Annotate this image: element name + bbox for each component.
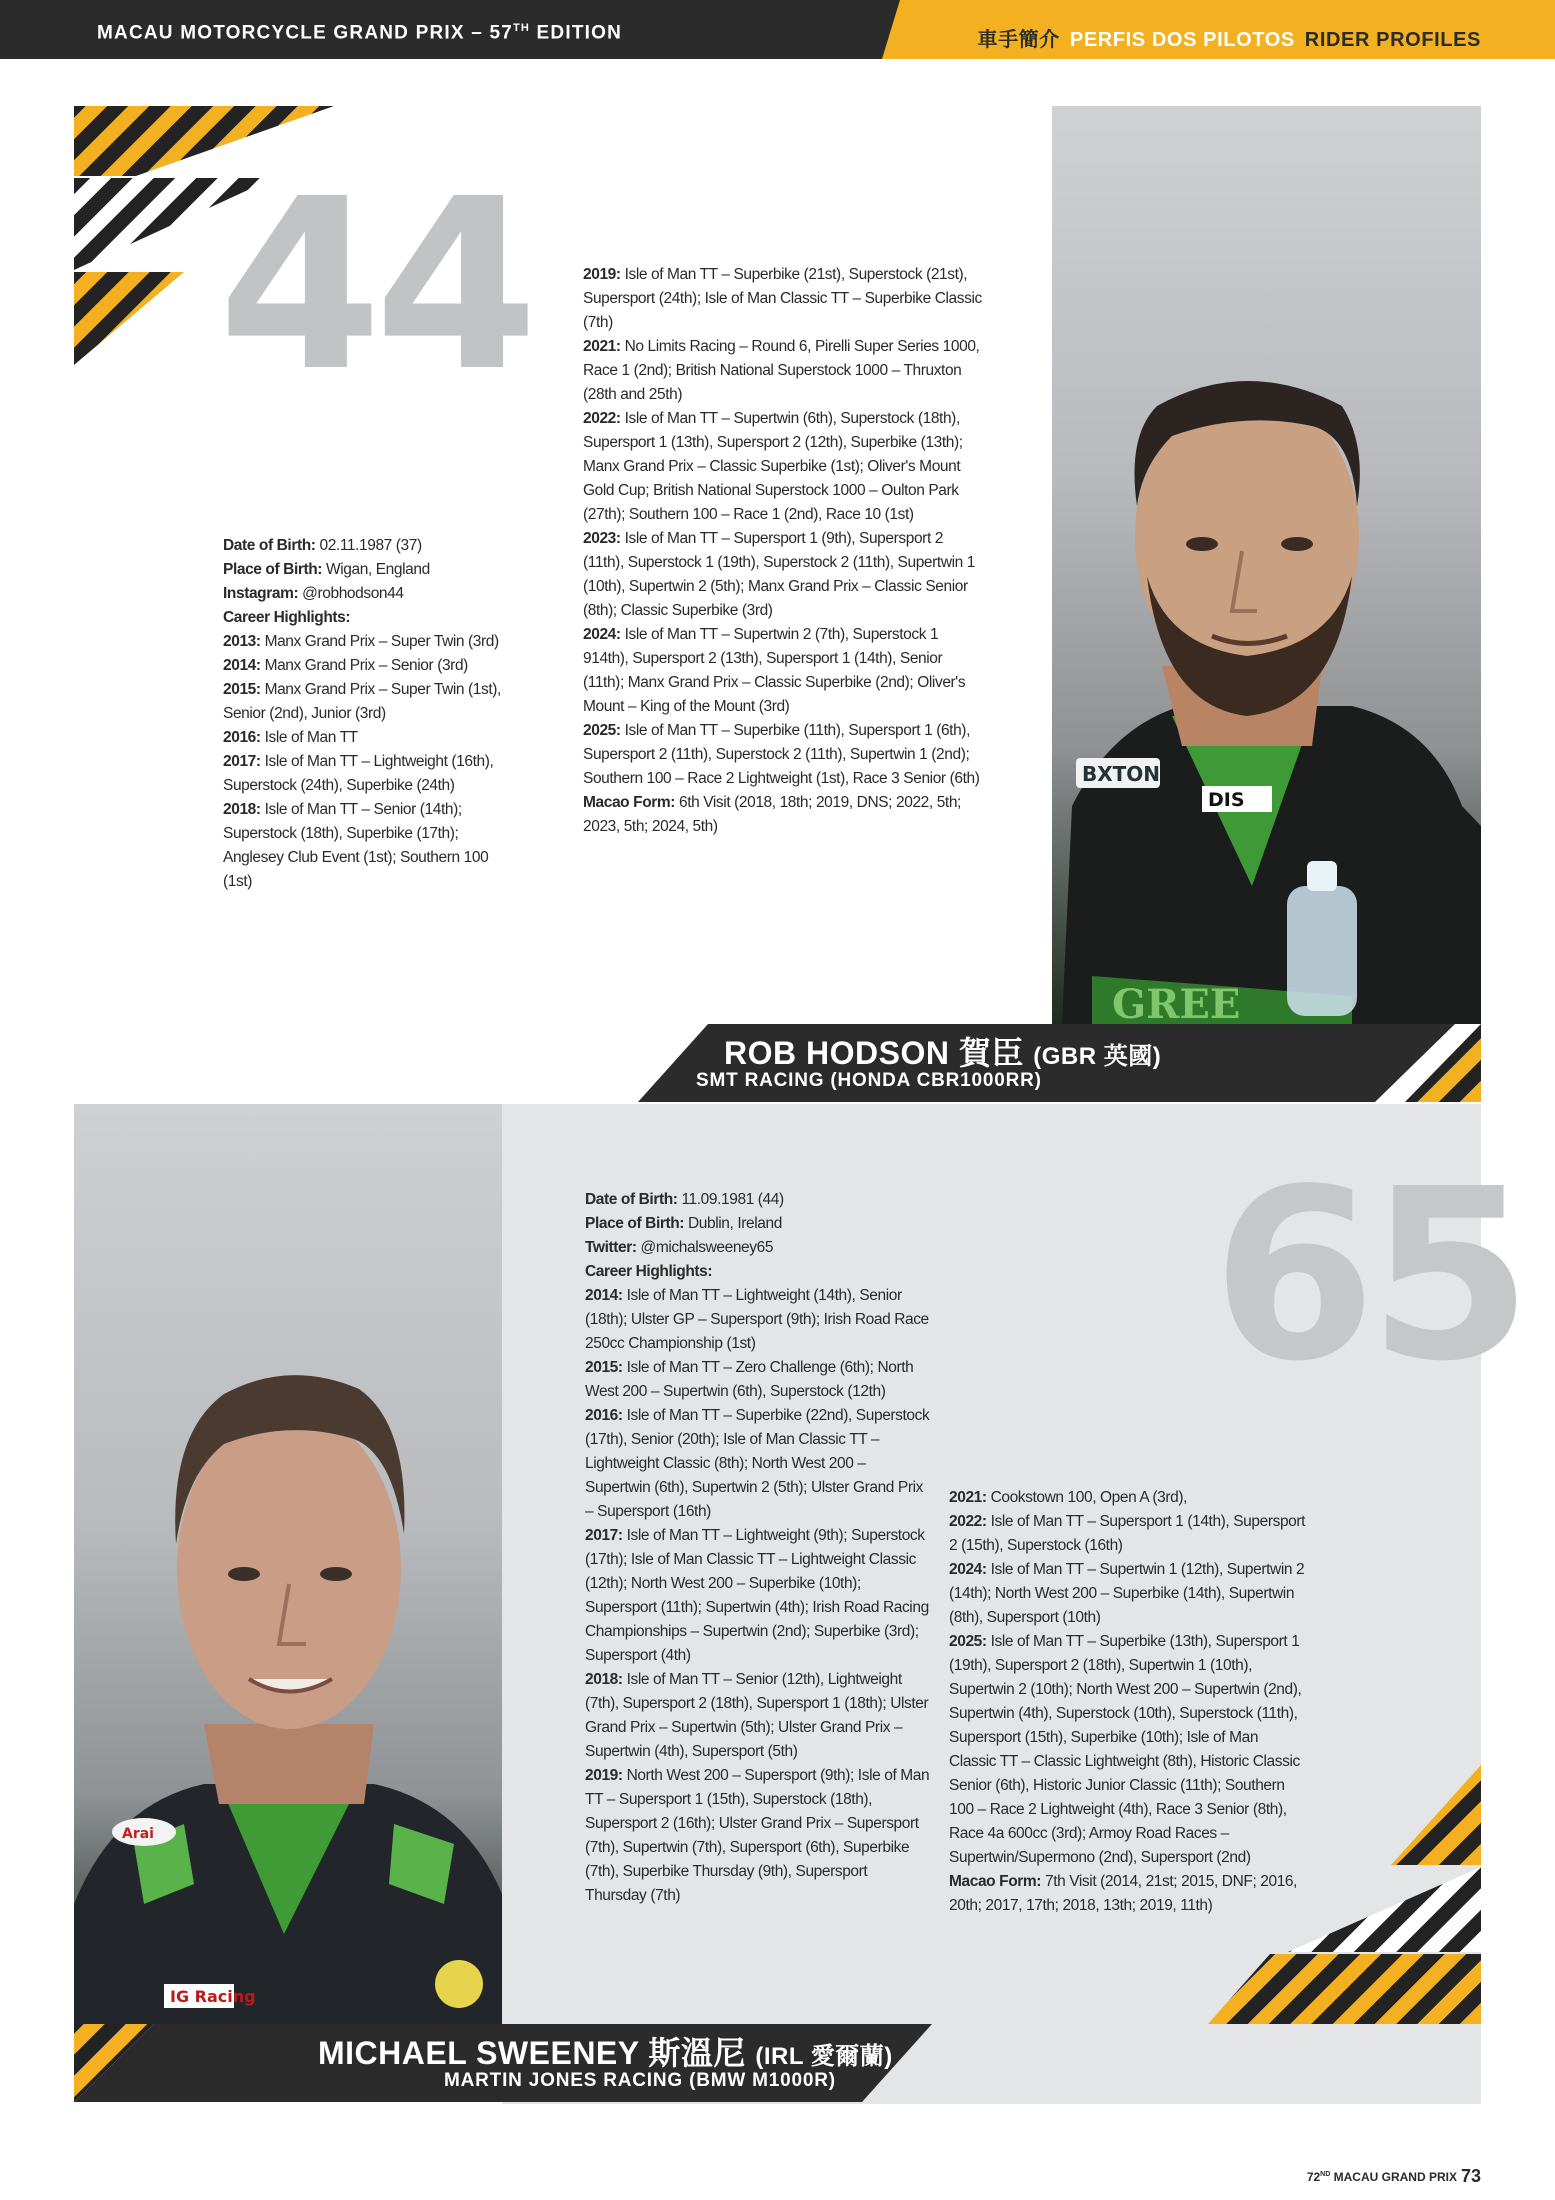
entry-label: 2014:	[223, 657, 261, 674]
entry-value: Isle of Man TT – Superbike (22nd), Superstock (17th), Senior (20th); Isle of Man Classic TT – Lightweight Classic (8th); North West 200 – Supertwin (6th), Supertwin 2 (5th); Ulster Grand Prix – Supersport (16th)	[585, 1407, 930, 1520]
rider-44-name: ROB HODSON 賀臣 (GBR 英國)	[724, 1035, 1162, 1071]
svg-text:BXTON: BXTON	[1082, 762, 1161, 786]
info-row	[585, 1260, 930, 1284]
publication-title: MACAU MOTORCYCLE GRAND PRIX – 57TH EDITION	[97, 22, 622, 44]
entry-label: Instagram:	[223, 585, 299, 602]
entry-label: 2015:	[223, 681, 261, 698]
info-row	[223, 558, 513, 582]
rider-65-profile-col1	[585, 1188, 930, 1908]
entry-value: Isle of Man TT – Senior (14th); Superstock (18th), Superbike (17th); Anglesey Club Event (1st); Southern 100 (1st)	[223, 801, 489, 890]
rider-44-profile-col2	[583, 263, 983, 839]
info-row	[223, 534, 513, 558]
entry-label: 2016:	[585, 1407, 623, 1424]
section-title-pt: PERFIS DOS PILOTOS	[1069, 29, 1295, 51]
entry-label: Career Highlights:	[585, 1263, 713, 1280]
entry-label: Place of Birth:	[223, 561, 323, 578]
entry-value: Isle of Man TT – Superbike (21st), Superstock (21st), Supersport (24th); Isle of Man Classic TT – Superbike Classic (7th)	[583, 266, 982, 331]
section-title-zh: 車手簡介	[977, 29, 1060, 51]
career-entry	[583, 335, 983, 407]
entry-label: 2016:	[223, 729, 261, 746]
entry-label: 2017:	[585, 1527, 623, 1544]
page-footer: 72ND MACAU GRAND PRIX 73	[1306, 2166, 1481, 2186]
career-entry	[585, 1284, 930, 1356]
career-entry	[223, 726, 513, 750]
entry-value: Wigan, England	[322, 561, 430, 578]
rider-65-profile-col2	[949, 1486, 1309, 1918]
entry-value: Isle of Man TT – Supertwin 1 (12th), Supertwin 2 (14th); North West 200 – Superbike (14th), Supertwin (8th), Supersport (10th)	[949, 1561, 1305, 1626]
info-row	[223, 606, 513, 630]
career-entry	[585, 1668, 930, 1764]
rider-65-number: 65	[1212, 1138, 1525, 1413]
rider-44-number: 44	[218, 148, 531, 423]
entry-value: Isle of Man TT – Superbike (11th), Supersport 1 (6th), Supersport 2 (11th), Superstock 2 (11th), Supertwin 1 (2nd); Southern 100 – Race 2 Lightweight (1st), Race 3 Senior (6th)	[583, 722, 980, 787]
rider-44-team: SMT RACING (HONDA CBR1000RR)	[696, 1070, 1042, 1091]
rider-44-profile-col1	[223, 534, 513, 894]
career-entry	[583, 407, 983, 527]
career-entry	[223, 630, 513, 654]
career-entry	[583, 791, 983, 839]
career-entry	[585, 1404, 930, 1524]
entry-value: @michalsweeney65	[636, 1239, 774, 1256]
career-entry	[949, 1558, 1309, 1630]
career-entry	[585, 1524, 930, 1668]
entry-value: Isle of Man TT – Lightweight (14th), Senior (18th); Ulster GP – Supersport (9th); Irish Road Race 250cc Championship (1st)	[585, 1287, 929, 1352]
info-row	[585, 1188, 930, 1212]
career-entry	[583, 263, 983, 335]
entry-value: North West 200 – Supersport (9th); Isle of Man TT – Supersport 1 (15th), Superstock (18th), Supersport 2 (16th); Ulster Grand Prix – Supersport (7th), Supertwin (7th), Supersport (6th), Superbike (7th), Superbike Thursday (9th), Supersport Thursday (7th)	[585, 1767, 930, 1904]
info-row	[223, 582, 513, 606]
entry-label: 2024:	[949, 1561, 987, 1578]
rider-65-photo	[74, 1104, 502, 2024]
entry-value: 6th Visit (2018, 18th; 2019, DNS; 2022, 5th; 2023, 5th; 2024, 5th)	[583, 794, 961, 835]
entry-label: Date of Birth:	[585, 1191, 678, 1208]
entry-value: Isle of Man TT – Senior (12th), Lightweight (7th), Supersport 2 (18th), Supersport 1 (18th); Ulster Grand Prix – Supertwin (5th); Ulster Grand Prix – Supertwin (4th), Supersport (5th)	[585, 1671, 929, 1760]
entry-value: Cookstown 100, Open A (3rd),	[986, 1489, 1188, 1506]
entry-value: Isle of Man TT – Superbike (13th), Supersport 1 (19th), Supersport 2 (18th), Supertwin 1 (10th), Supertwin 2 (10th); North West 200 – Supertwin (2nd), Supertwin (4th), Superstock (10th), Superstock (11th), Supersport (15th), Superbike (10th); Isle of Man Classic TT – Classic Lightweight (8th), Historic Classic Senior (6th), Historic Junior Classic (11th); Southern 100 – Race 2 Lightweight (4th), Race 3 Senior (8th), Race 4a 600cc (3rd); Armoy Road Races – Supertwin/Supermono (2nd), Supersport (2nd)	[949, 1633, 1302, 1866]
section-title-en: RIDER PROFILES	[1304, 29, 1481, 51]
entry-value: 02.11.1987 (37)	[315, 537, 422, 554]
section-title	[977, 23, 1481, 52]
entry-label: 2025:	[583, 722, 621, 739]
entry-label: Date of Birth:	[223, 537, 316, 554]
entry-value: @robhodson44	[298, 585, 404, 602]
career-entry	[585, 1764, 930, 1908]
entry-value: Isle of Man TT – Lightweight (9th); Superstock (17th); Isle of Man Classic TT – Lightweight Classic (12th); North West 200 – Superbike (10th); Supersport (11th); Supertwin (4th); Irish Road Racing Championships – Supertwin (2nd); Superbike (3rd); Supersport (4th)	[585, 1527, 929, 1664]
entry-value: No Limits Racing – Round 6, Pirelli Super Series 1000, Race 1 (2nd); British National Superstock 1000 – Thruxton (28th and 25th)	[583, 338, 980, 403]
entry-value: Isle of Man TT – Supertwin (6th), Superstock (18th), Supersport 1 (13th), Supersport 2 (12th), Superbike (13th); Manx Grand Prix – Classic Superbike (1st); Oliver's Mount Gold Cup; British National Superstock 1000 – Oulton Park (27th); Southern 100 – Race 1 (2nd), Race 10 (1st)	[583, 410, 963, 523]
entry-value: Isle of Man TT – Zero Challenge (6th); North West 200 – Supertwin (6th), Superstock (12th)	[585, 1359, 914, 1400]
career-entry	[223, 654, 513, 678]
entry-label: Macao Form:	[949, 1873, 1042, 1890]
entry-label: 2013:	[223, 633, 261, 650]
entry-label: Twitter:	[585, 1239, 637, 1256]
entry-label: 2015:	[585, 1359, 623, 1376]
career-entry	[949, 1486, 1309, 1510]
entry-label: 2018:	[223, 801, 261, 818]
career-entry	[223, 798, 513, 894]
entry-value: Dublin, Ireland	[684, 1215, 782, 1232]
info-row	[585, 1236, 930, 1260]
entry-value: Isle of Man TT – Supertwin 2 (7th), Superstock 1 914th), Supersport 2 (13th), Supersport 1 (14th), Senior (11th); Manx Grand Prix – Classic Superbike (2nd); Oliver's Mount – King of the Mount (3rd)	[583, 626, 966, 715]
entry-label: 2017:	[223, 753, 261, 770]
entry-value: Isle of Man TT – Lightweight (16th), Superstock (24th), Superbike (24th)	[223, 753, 494, 794]
page-number: 73	[1460, 2166, 1481, 2186]
career-entry	[583, 527, 983, 623]
info-row	[585, 1212, 930, 1236]
entry-label: 2024:	[583, 626, 621, 643]
entry-value: Manx Grand Prix – Senior (3rd)	[260, 657, 468, 674]
career-entry	[949, 1870, 1309, 1918]
career-entry	[583, 623, 983, 719]
entry-label: 2014:	[585, 1287, 623, 1304]
career-entry	[223, 678, 513, 726]
career-entry	[949, 1630, 1309, 1870]
rider-65-team: MARTIN JONES RACING (BMW M1000R)	[444, 2070, 836, 2091]
svg-text:GREE: GREE	[1112, 981, 1241, 1024]
entry-label: 2022:	[583, 410, 621, 427]
entry-label: Career Highlights:	[223, 609, 351, 626]
entry-label: 2018:	[585, 1671, 623, 1688]
entry-label: 2023:	[583, 530, 621, 547]
entry-value: Manx Grand Prix – Super Twin (3rd)	[260, 633, 499, 650]
entry-value: 7th Visit (2014, 21st; 2015, DNF; 2016, 20th; 2017, 17th; 2018, 13th; 2019, 11th)	[949, 1873, 1298, 1914]
entry-label: 2022:	[949, 1513, 987, 1530]
svg-text:IG Racing: IG Racing	[170, 1987, 256, 2006]
rider-65-name: MICHAEL SWEENEY 斯溫尼 (IRL 愛爾蘭)	[318, 2035, 893, 2071]
entry-value: Manx Grand Prix – Super Twin (1st), Senior (2nd), Junior (3rd)	[223, 681, 501, 722]
entry-label: 2025:	[949, 1633, 987, 1650]
entry-label: 2019:	[583, 266, 621, 283]
rider-44-photo	[1052, 106, 1481, 1024]
career-entry	[585, 1356, 930, 1404]
entry-label: 2021:	[949, 1489, 987, 1506]
career-entry	[949, 1510, 1309, 1558]
entry-value: 11.09.1981 (44)	[677, 1191, 784, 1208]
entry-value: Isle of Man TT – Supersport 1 (14th), Supersport 2 (15th), Superstock (16th)	[949, 1513, 1306, 1554]
svg-text:DIS: DIS	[1208, 789, 1245, 811]
entry-value: Isle of Man TT	[260, 729, 358, 746]
entry-label: Place of Birth:	[585, 1215, 685, 1232]
career-entry	[223, 750, 513, 798]
entry-label: 2021:	[583, 338, 621, 355]
entry-label: 2019:	[585, 1767, 623, 1784]
entry-label: Macao Form:	[583, 794, 676, 811]
svg-text:Arai: Arai	[122, 1826, 154, 1842]
career-entry	[583, 719, 983, 791]
entry-value: Isle of Man TT – Supersport 1 (9th), Supersport 2 (11th), Superstock 1 (19th), Superstock 2 (11th), Supertwin 1 (10th), Supertwin 2 (5th); Manx Grand Prix – Classic Senior (8th); Classic Superbike (3rd)	[583, 530, 976, 619]
